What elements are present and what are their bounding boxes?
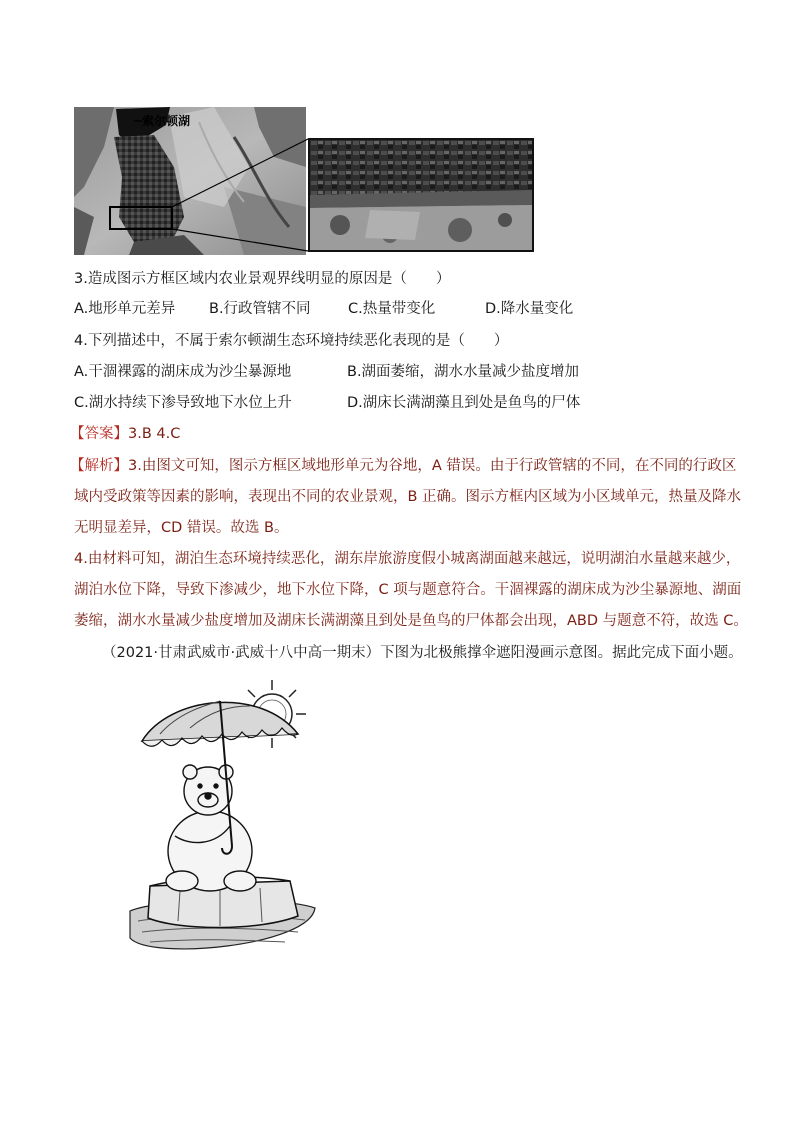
answer-tag: 【答案】 [70, 426, 128, 442]
question-3-option-a: A.地形单元差异 [74, 301, 176, 317]
question-4-option-d: D.湖床长满湖藻且到处是鱼鸟的尸体 [347, 395, 581, 411]
polar-bear-cartoon [120, 676, 320, 966]
lake-label: 索尔顿湖 [142, 114, 191, 128]
question-4-option-b: B.湖面萎缩，湖水水量减少盐度增加 [347, 364, 580, 380]
next-section-intro: （2021·甘肃武威市·武威十八中高一期末）下图为北极熊撑伞遮阳漫画示意图。据此完成下面小题。 [102, 645, 743, 661]
answer-text: 3.B 4.C [128, 426, 181, 442]
question-4-stem: 4.下列描述中，不属于索尔顿湖生态环境持续恶化表现的是（ ） [74, 333, 509, 349]
analysis-line-1 [70, 456, 736, 476]
question-4-option-a: A.干涸裸露的湖床成为沙尘暴源地 [74, 364, 292, 380]
answer-line [70, 424, 180, 444]
analysis-line-2: 域内受政策等因素的影响，表现出不同的农业景观，B 正确。图示方框内区域为小区域单元，热量及降水 [74, 489, 742, 505]
question-3-option-b: B.行政管辖不同 [209, 301, 311, 317]
question-3-stem: 3.造成图示方框区域内农业景观界线明显的原因是（ ） [74, 271, 451, 287]
question-3-option-c: C.热量带变化 [348, 301, 436, 317]
polar-bear-icon [166, 765, 256, 891]
satellite-zoom-image [308, 138, 534, 252]
analysis-tag: 【解析】 [70, 458, 128, 474]
analysis-text-1: 3.由图文可知，图示方框区域地形单元为谷地，A 错误。由于行政管辖的不同，在不同的行政区 [128, 458, 737, 474]
question-3-option-d: D.降水量变化 [485, 301, 574, 317]
question-4-option-c: C.湖水持续下渗导致地下水位上升 [74, 395, 292, 411]
satellite-zoom-svg [310, 140, 532, 250]
analysis-line-6: 萎缩，湖水水量减少盐度增加及湖床长满湖藻且到处是鱼鸟的尸体都会出现，ABD 与题意不符，故选 C。 [74, 613, 748, 629]
analysis-line-5: 湖泊水位下降，导致下渗减少，地下水位下降，C 项与题意符合。干涸裸露的湖床成为沙尘暴源地、湖面 [74, 582, 742, 598]
analysis-line-4: 4.由材料可知，湖泊生态环境持续恶化，湖东岸旅游度假小城离湖面越来越远，说明湖泊水量越来越少， [74, 551, 741, 567]
analysis-line-3: 无明显差异，CD 错误。故选 B。 [74, 520, 289, 536]
